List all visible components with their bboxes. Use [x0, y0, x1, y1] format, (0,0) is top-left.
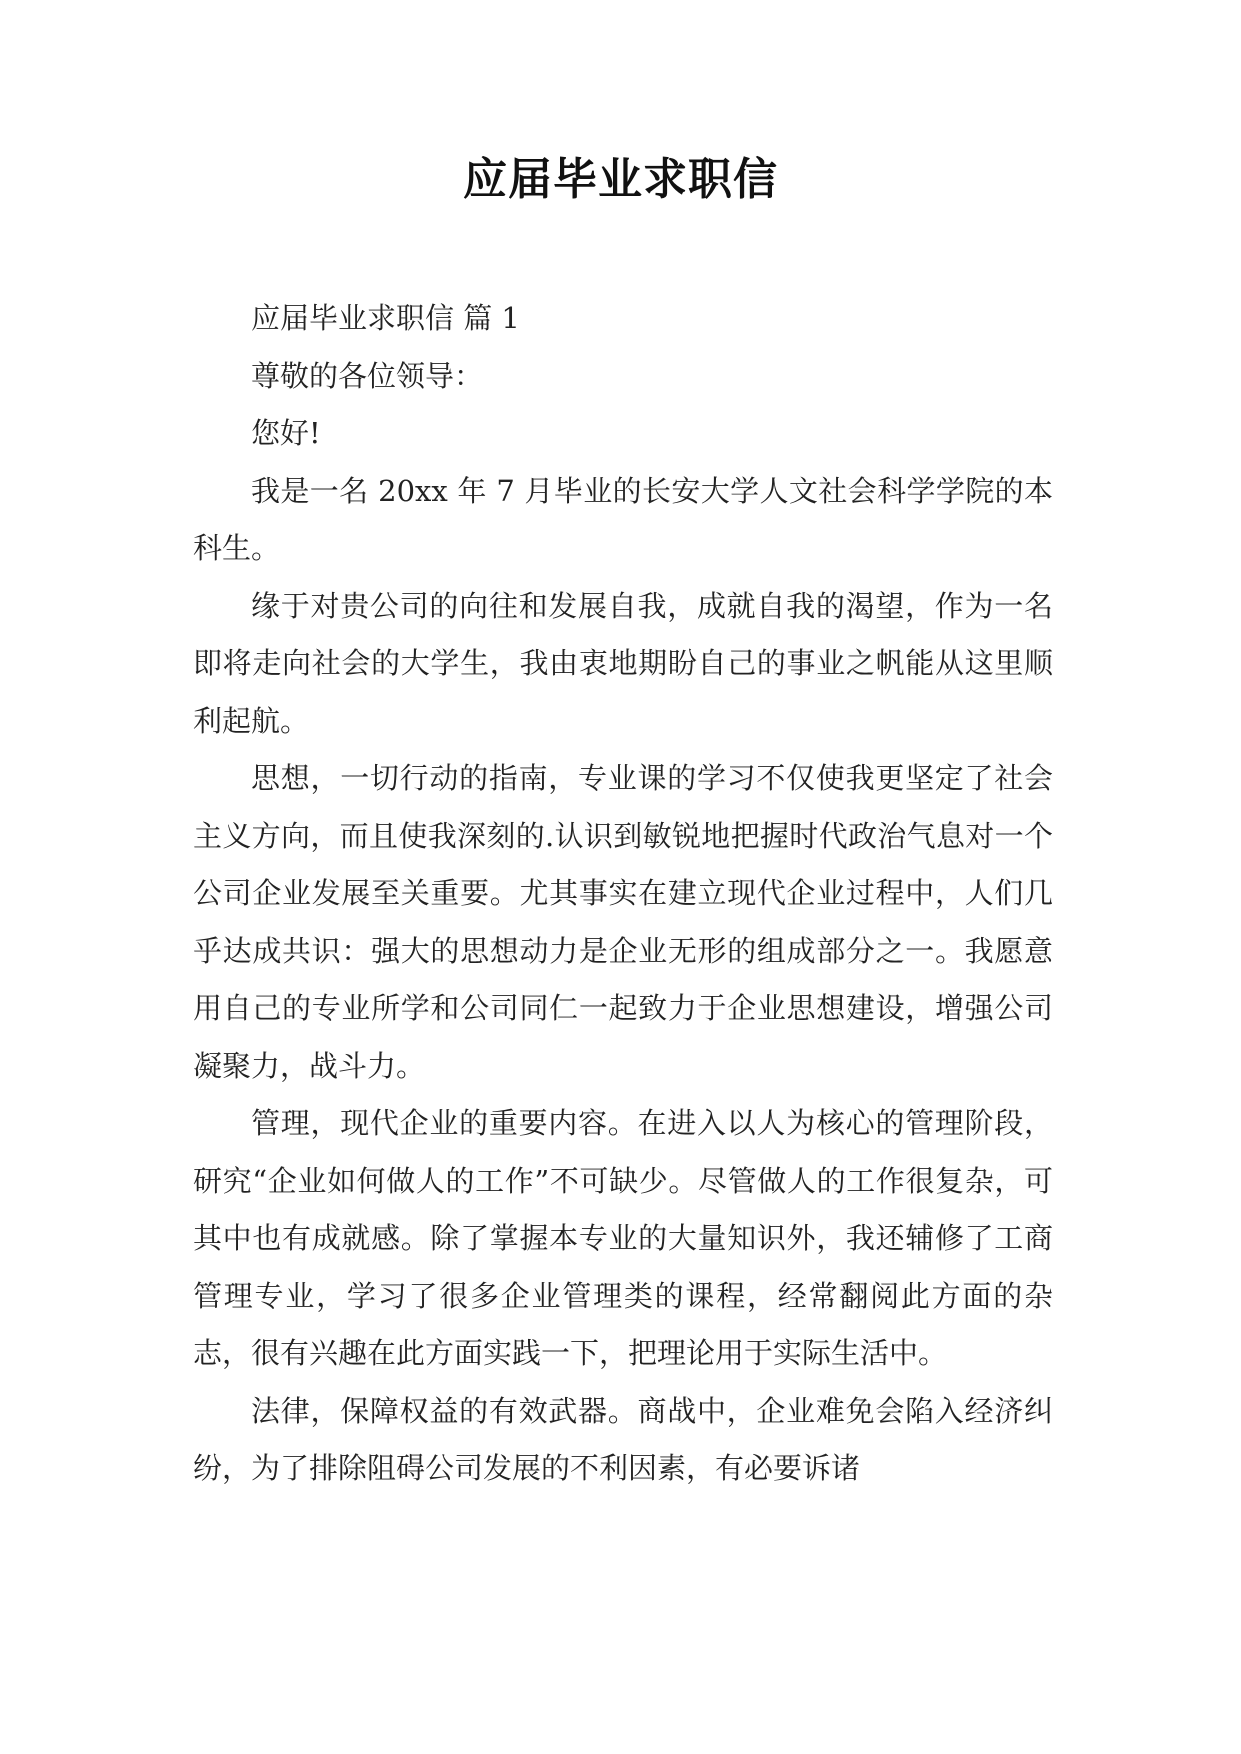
body-paragraph: 缘于对贵公司的向往和发展自我，成就自我的渴望，作为一名即将走向社会的大学生，我由衷地期盼自己的事业之帆能从这里顺利起航。: [193, 588, 1053, 738]
document-title: 应届毕业求职信: [463, 154, 778, 205]
section-heading: 应届毕业求职信 篇 1: [251, 301, 520, 335]
body-paragraph: 我是一名 20xx 年 7 月毕业的长安大学人文社会科学学院的本科生。: [193, 473, 1053, 565]
body-paragraph: 思想，一切行动的指南，专业课的学习不仅使我更坚定了社会主义方向，而且使我深刻的.认识到敏锐地把握时代政治气息对一个公司企业发展至关重要。尤其事实在建立现代企业过程中，人们几乎达成共识：强大的思想动力是企业无形的组成部分之一。我愿意用自己的专业所学和公司同仁一起致力于企业思想建设，增强公司凝聚力，战斗力。: [193, 761, 1053, 1083]
salutation: 尊敬的各位领导：: [251, 358, 484, 393]
greeting: 您好!: [251, 416, 321, 450]
document-body: [193, 290, 1053, 1498]
body-paragraph: 法律，保障权益的有效武器。商战中，企业难免会陷入经济纠纷，为了排除阻碍公司发展的不利因素，有必要诉诸: [193, 1393, 1053, 1485]
body-paragraph: 管理，现代企业的重要内容。在进入以人为核心的管理阶段，研究“企业如何做人的工作”不可缺少。尽管做人的工作很复杂，可其中也有成就感。除了掌握本专业的大量知识外，我还辅修了工商管理专业，学习了很多企业管理类的课程，经常翻阅此方面的杂志，很有兴趣在此方面实践一下，把理论用于实际生活中。: [193, 1106, 1053, 1370]
